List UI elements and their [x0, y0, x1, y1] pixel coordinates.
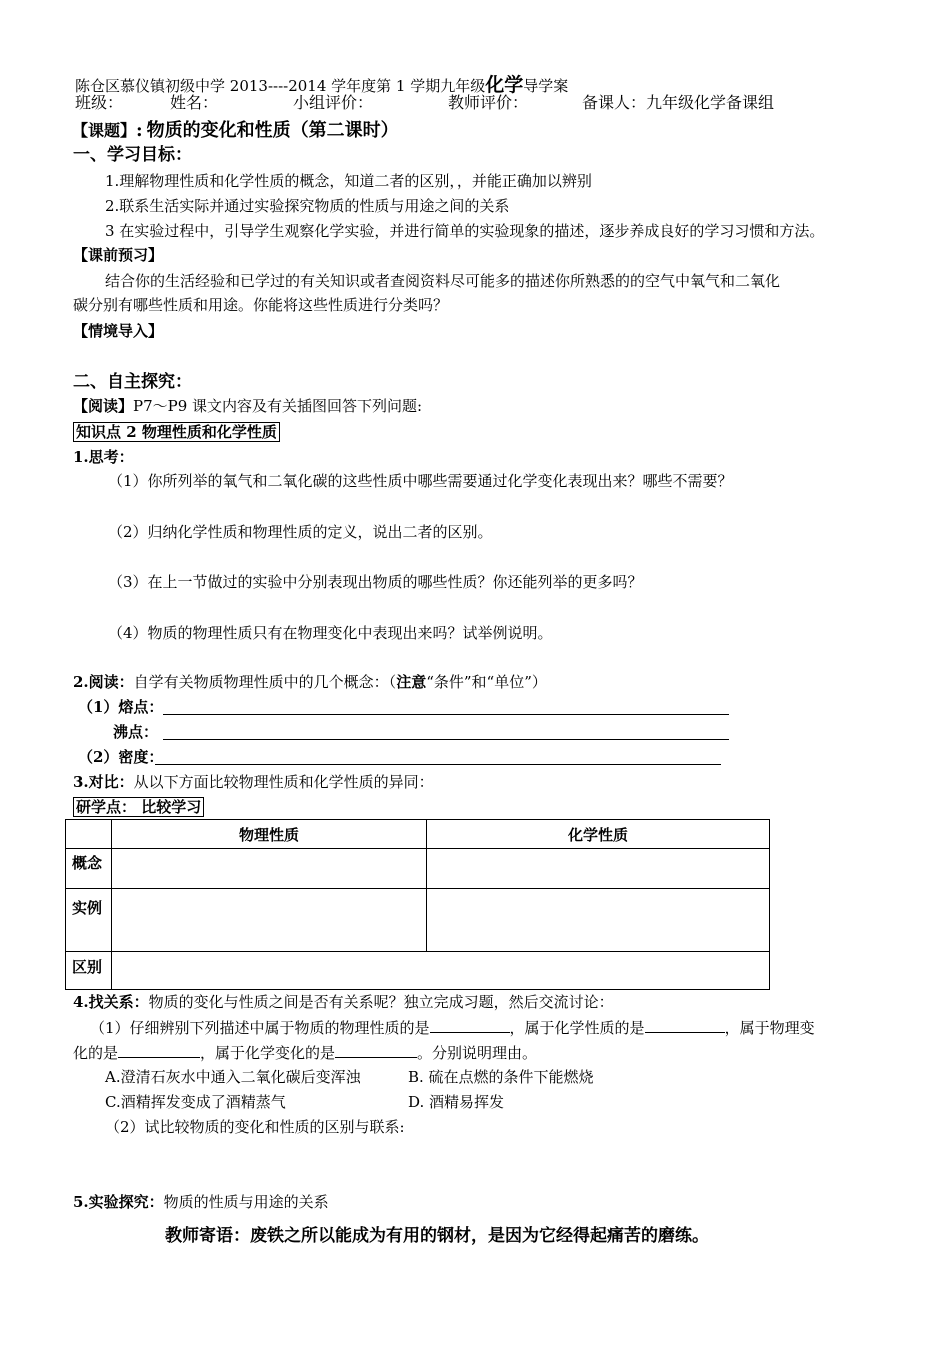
- read-text: P7～P9 课文内容及有关插图回答下列问题:: [133, 397, 423, 415]
- lesson-title-text: 物质的变化和性质（第二课时）: [146, 120, 399, 141]
- q1-text-c: ，属于物理变: [724, 1019, 815, 1037]
- boiling-point-answer-line[interactable]: [163, 739, 729, 740]
- table-corner-cell: [66, 820, 112, 849]
- think-question-3: （3）在上一节做过的实验中分别表现出物质的哪些性质？你还能列举的更多吗？: [108, 573, 643, 591]
- title-suffix: 导学案: [523, 77, 569, 95]
- q1-text-f: 。分别说明理由。: [417, 1044, 538, 1062]
- lesson-title: [72, 120, 399, 143]
- preview-text-line-2: 碳分别有哪些性质和用途。你能将这些性质进行分类吗？: [73, 296, 449, 314]
- teacher-message: 教师寄语：废铁之所以能成为有用的钢材，是因为它经得起痛苦的磨练。: [165, 1226, 709, 1246]
- physical-property-blank[interactable]: [430, 1018, 510, 1033]
- read-instruction: [73, 397, 422, 416]
- row-label-difference: 区别: [66, 952, 112, 990]
- reading2-label: 2.阅读：: [73, 673, 134, 691]
- header-physical-property: 物理性质: [112, 820, 427, 849]
- title-prefix: 陈仓区慕仪镇初级中学 2013----2014 学年度第 1 学期九年级: [75, 77, 486, 95]
- density-label: （2）密度：: [78, 748, 164, 766]
- option-b: B. 硫在点燃的条件下能燃烧: [408, 1068, 594, 1086]
- preview-heading: 【课前预习】: [73, 246, 164, 264]
- cell-concept-chemical[interactable]: [427, 849, 770, 889]
- option-d: D. 酒精易挥发: [408, 1093, 505, 1111]
- table-row-example: [66, 889, 770, 952]
- relation-q2: （2）试比较物质的变化和性质的区别与联系:: [105, 1118, 405, 1136]
- melting-point-answer-line[interactable]: [163, 714, 729, 715]
- physical-change-blank[interactable]: [118, 1043, 200, 1058]
- reading2-line: [73, 673, 547, 692]
- knowledge-point-box: [73, 423, 280, 442]
- q1-text-e: ，属于化学变化的是: [200, 1044, 336, 1062]
- think-question-1: （1）你所列举的氧气和二氧化碳的这些性质中哪些需要通过化学变化表现出来？哪些不需要？: [108, 472, 733, 490]
- experiment-line: [73, 1193, 329, 1212]
- q1-text-a: （1）仔细辨别下列描述中属于物质的物理性质的是: [90, 1019, 430, 1037]
- table-row-difference: [66, 952, 770, 990]
- class-label: 班级：: [75, 93, 124, 112]
- table-header-row: [66, 820, 770, 849]
- compare-line: [73, 773, 434, 792]
- reading2-note-bold: 注意: [396, 673, 427, 691]
- compare-text: 从以下方面比较物理性质和化学性质的异同：: [133, 773, 434, 791]
- intro-heading: 【情境导入】: [73, 322, 164, 340]
- row-label-concept: 概念: [66, 849, 112, 889]
- study-point-box: [73, 798, 204, 817]
- lesson-colon: :: [136, 120, 143, 141]
- read-tag: 【阅读】: [73, 397, 134, 415]
- name-label: 姓名：: [170, 93, 219, 112]
- melting-point-label: （1）熔点：: [78, 698, 164, 716]
- title-emphasis: 化学: [485, 74, 524, 96]
- think-label: 1.思考：: [73, 448, 134, 466]
- header-chemical-property: 化学性质: [427, 820, 770, 849]
- think-question-4: （4）物质的物理性质只有在物理变化中表现出来吗？试举例说明。: [108, 624, 553, 642]
- chemical-change-blank[interactable]: [335, 1043, 417, 1058]
- experiment-text: 物质的性质与用途的关系: [163, 1193, 329, 1211]
- knowledge-point-label: 知识点 2 物理性质和化学性质: [73, 422, 280, 442]
- relation-q1-line-1: [90, 1018, 815, 1038]
- goal-3: 3 在实验过程中，引导学生观察化学实验，并进行简单的实验现象的描述，逐步养成良好的学习习惯和方法。: [105, 222, 825, 240]
- option-c: C.酒精挥发变成了酒精蒸气: [105, 1093, 286, 1111]
- cell-concept-physical[interactable]: [112, 849, 427, 889]
- relation-text: 物质的变化与性质之间是否有关系呢？独立完成习题，然后交流讨论：: [148, 993, 614, 1011]
- section-explore-heading: 二、自主探究：: [73, 372, 192, 392]
- relation-label: 4.找关系：: [73, 993, 149, 1011]
- reading2-text: 自学有关物质物理性质中的几个概念：（: [133, 673, 397, 691]
- relation-q1-line-2: [73, 1043, 537, 1063]
- lesson-tag: 【课题】: [72, 121, 137, 140]
- study-point-label: 研学点： 比较学习: [73, 797, 204, 817]
- think-question-2: （2）归纳化学性质和物理性质的定义，说出二者的区别。: [108, 523, 493, 541]
- q1-text-b: ，属于化学性质的是: [509, 1019, 645, 1037]
- row-label-example: 实例: [66, 889, 112, 952]
- section-objectives-heading: 一、学习目标：: [73, 145, 192, 165]
- relation-line: [73, 993, 614, 1012]
- goal-2: 2.联系生活实际并通过实验探究物质的性质与用途之间的关系: [105, 197, 510, 215]
- boiling-point-label: 沸点：: [113, 723, 159, 741]
- cell-example-physical[interactable]: [112, 889, 427, 952]
- comparison-table: [65, 819, 770, 990]
- preparer-label: 备课人：九年级化学备课组: [582, 93, 775, 112]
- density-answer-line[interactable]: [155, 764, 721, 765]
- compare-label: 3.对比：: [73, 773, 134, 791]
- cell-difference[interactable]: [112, 952, 770, 990]
- chemical-property-blank[interactable]: [645, 1018, 725, 1033]
- experiment-label: 5.实验探究：: [73, 1193, 164, 1211]
- teacher-eval-label: 教师评价：: [448, 93, 529, 112]
- table-row-concept: [66, 849, 770, 889]
- cell-example-chemical[interactable]: [427, 889, 770, 952]
- goal-1: 1.理解物理性质和化学性质的概念，知道二者的区别，，并能正确加以辨别: [105, 172, 592, 190]
- option-a: A.澄清石灰水中通入二氧化碳后变浑浊: [105, 1068, 361, 1086]
- group-eval-label: 小组评价：: [293, 93, 374, 112]
- preview-text-line-1: 结合你的生活经验和已学过的有关知识或者查阅资料尽可能多的描述你所熟悉的的空气中氧气和二氧化: [105, 272, 781, 290]
- reading2-note-rest: “条件”和“单位”）: [426, 673, 547, 691]
- q1-text-d: 化的是: [73, 1044, 119, 1062]
